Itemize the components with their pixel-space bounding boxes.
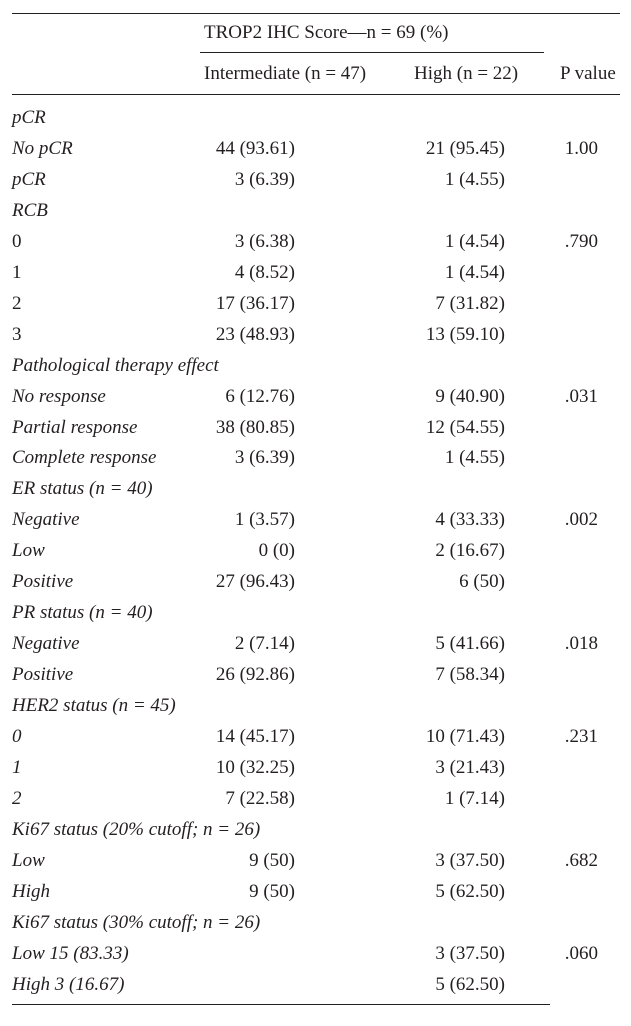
- header-high: High (n = 22): [414, 63, 519, 84]
- cell-high: 10 (71.43): [425, 726, 505, 747]
- cell-pvalue: .031: [564, 386, 598, 407]
- row-label: No response: [12, 386, 106, 407]
- row-label: Negative: [12, 633, 80, 654]
- cell-intermediate: 0 (0): [258, 540, 295, 561]
- row-label: Low: [12, 850, 45, 871]
- row-label: 0: [12, 726, 22, 747]
- cell-intermediate: 9 (50): [249, 850, 295, 871]
- cell-intermediate: 27 (96.43): [215, 571, 295, 592]
- cell-high: 5 (62.50): [435, 881, 505, 902]
- row-label: 1: [12, 757, 22, 778]
- cell-intermediate: 9 (50): [249, 881, 295, 902]
- cell-pvalue: .682: [564, 850, 598, 871]
- cell-intermediate: 6 (12.76): [225, 386, 295, 407]
- cell-high: 2 (16.67): [435, 540, 505, 561]
- row-label: Complete response: [12, 447, 157, 468]
- cell-high: 1 (4.54): [444, 262, 505, 283]
- cell-pvalue: 1.00: [564, 138, 598, 159]
- cell-intermediate: 3 (6.39): [234, 447, 295, 468]
- cell-intermediate: 26 (92.86): [215, 664, 295, 685]
- cell-high: 3 (21.43): [435, 757, 505, 778]
- cell-high: 4 (33.33): [435, 509, 505, 530]
- row-label: Ki67 status (20% cutoff; n = 26): [12, 819, 261, 840]
- row-label: 2: [12, 293, 22, 314]
- cell-high: 1 (4.54): [444, 231, 505, 252]
- row-label: HER2 status (n = 45): [12, 695, 176, 716]
- cell-high: 9 (40.90): [435, 386, 505, 407]
- row-label: PR status (n = 40): [12, 602, 153, 623]
- cell-high: 7 (58.34): [435, 664, 505, 685]
- row-label: High 3 (16.67): [12, 974, 125, 995]
- row-label: Ki67 status (30% cutoff; n = 26): [12, 912, 261, 933]
- row-label: Positive: [12, 664, 74, 685]
- row-label: 0: [12, 231, 22, 252]
- row-label: pCR: [12, 169, 46, 190]
- cell-high: 3 (37.50): [435, 943, 505, 964]
- row-label: 3: [12, 324, 22, 345]
- cell-high: 13 (59.10): [425, 324, 505, 345]
- cell-intermediate: 38 (80.85): [215, 417, 295, 438]
- cell-high: 5 (41.66): [435, 633, 505, 654]
- cell-intermediate: 17 (36.17): [215, 293, 295, 314]
- header-intermediate: Intermediate (n = 47): [204, 63, 367, 84]
- cell-high: 21 (95.45): [425, 138, 505, 159]
- header-group-title: TROP2 IHC Score—n = 69 (%): [204, 22, 449, 43]
- cell-high: 1 (4.55): [444, 169, 505, 190]
- cell-intermediate: 1 (3.57): [234, 509, 295, 530]
- cell-pvalue: .002: [564, 509, 598, 530]
- row-label: pCR: [12, 107, 46, 128]
- cell-pvalue: .790: [564, 231, 598, 252]
- cell-high: 7 (31.82): [435, 293, 505, 314]
- bottom-rule: [12, 1004, 550, 1005]
- cell-pvalue: .060: [564, 943, 598, 964]
- row-label: No pCR: [12, 138, 73, 159]
- cell-pvalue: .231: [564, 726, 598, 747]
- cell-intermediate: 2 (7.14): [234, 633, 295, 654]
- cell-intermediate: 7 (22.58): [225, 788, 295, 809]
- cell-high: 1 (7.14): [444, 788, 505, 809]
- cell-high: 6 (50): [459, 571, 505, 592]
- cell-pvalue: .018: [564, 633, 598, 654]
- header-pvalue: P value: [560, 63, 616, 84]
- row-label: High: [12, 881, 50, 902]
- row-label: 2: [12, 788, 22, 809]
- cell-intermediate: 3 (6.39): [234, 169, 295, 190]
- row-label: Positive: [12, 571, 74, 592]
- row-label: Negative: [12, 509, 80, 530]
- cell-high: 1 (4.55): [444, 447, 505, 468]
- cell-intermediate: 10 (32.25): [215, 757, 295, 778]
- row-label: ER status (n = 40): [12, 478, 153, 499]
- cell-high: 12 (54.55): [425, 417, 505, 438]
- cell-intermediate: 23 (48.93): [215, 324, 295, 345]
- row-label: Partial response: [12, 417, 138, 438]
- row-label: Pathological therapy effect: [12, 355, 219, 376]
- cell-intermediate: 14 (45.17): [215, 726, 295, 747]
- row-label: Low 15 (83.33): [12, 943, 129, 964]
- cell-intermediate: 3 (6.38): [234, 231, 295, 252]
- row-label: RCB: [12, 200, 48, 221]
- cell-intermediate: 44 (93.61): [215, 138, 295, 159]
- cell-intermediate: 4 (8.52): [234, 262, 295, 283]
- cell-high: 5 (62.50): [435, 974, 505, 995]
- row-label: 1: [12, 262, 22, 283]
- cell-high: 3 (37.50): [435, 850, 505, 871]
- row-label: Low: [12, 540, 45, 561]
